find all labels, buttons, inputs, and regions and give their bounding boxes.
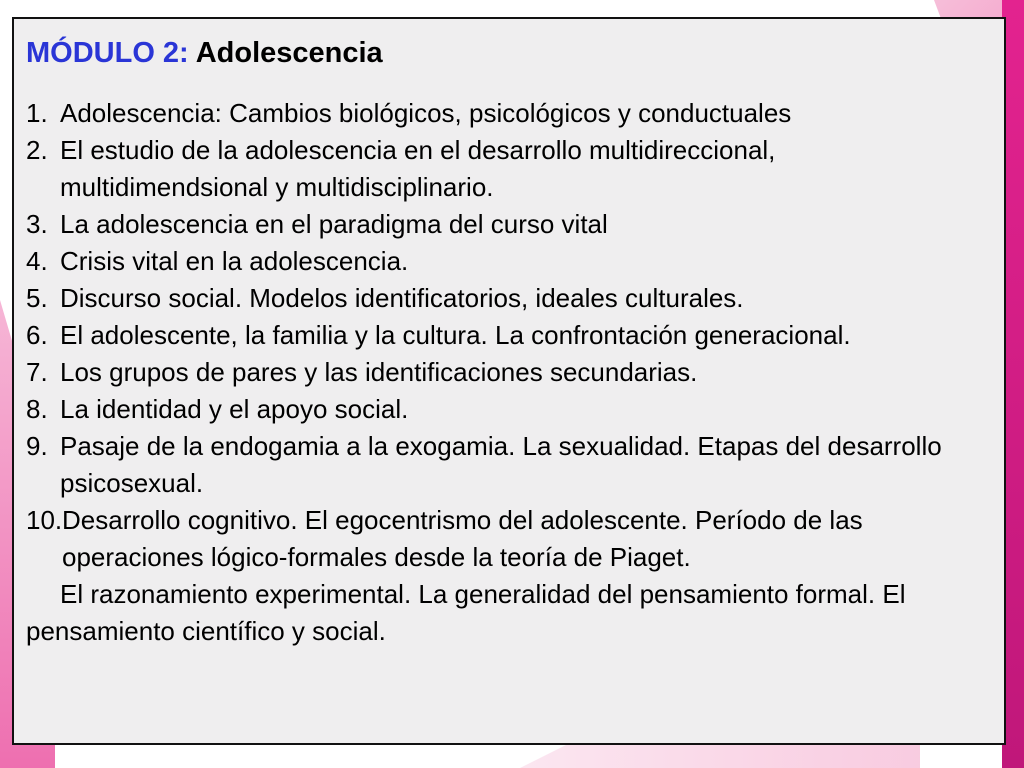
item-text: La adolescencia en el paradigma del curso vital xyxy=(60,209,608,239)
item-text: Discurso social. Modelos identificatorios, ideales culturales. xyxy=(60,283,744,313)
item-number: 8. xyxy=(26,394,48,424)
item-text: La identidad y el apoyo social. xyxy=(60,394,409,424)
list-item xyxy=(26,95,990,132)
item-number: 6. xyxy=(26,320,48,350)
item-text: Desarrollo cognitivo. El egocentrismo del adolescente. Período de las operaciones lógico-formales desde la teoría de Piaget. xyxy=(62,505,863,572)
item-text: El estudio de la adolescencia en el desarrollo multidireccional, multidimendsional y multidisciplinario. xyxy=(60,135,776,202)
item-number: 5. xyxy=(26,283,48,313)
item-number: 2. xyxy=(26,135,48,165)
list-item xyxy=(26,317,990,354)
title-topic: Adolescencia xyxy=(195,37,383,69)
list-item xyxy=(26,243,990,280)
item-text: Crisis vital en la adolescencia. xyxy=(60,246,409,276)
item-number: 10. xyxy=(26,505,63,535)
list-item xyxy=(26,428,990,502)
closing-paragraph: El razonamiento experimental. La generalidad del pensamiento formal. El pensamiento científico y social. xyxy=(26,579,906,646)
item-text: El adolescente, la familia y la cultura. La confrontación generacional. xyxy=(60,320,851,350)
list-item xyxy=(26,354,990,391)
item-number: 7. xyxy=(26,357,48,387)
item-text: Pasaje de la endogamia a la exogamia. La sexualidad. Etapas del desarrollo psicosexual. xyxy=(60,431,942,498)
item-number: 9. xyxy=(26,431,48,461)
list-item xyxy=(26,206,990,243)
topics-list xyxy=(26,95,990,576)
title-module-label: MÓDULO 2: xyxy=(26,37,189,69)
item-number: 4. xyxy=(26,246,48,276)
slide-content-box xyxy=(12,17,1006,745)
list-item xyxy=(26,502,990,576)
slide-title xyxy=(26,33,990,73)
item-text: Adolescencia: Cambios biológicos, psicológicos y conductuales xyxy=(60,98,792,128)
list-item xyxy=(26,391,990,428)
item-number: 1. xyxy=(26,98,48,128)
list-item xyxy=(26,280,990,317)
item-number: 3. xyxy=(26,209,48,239)
item-text: Los grupos de pares y las identificaciones secundarias. xyxy=(60,357,698,387)
list-item xyxy=(26,132,990,206)
